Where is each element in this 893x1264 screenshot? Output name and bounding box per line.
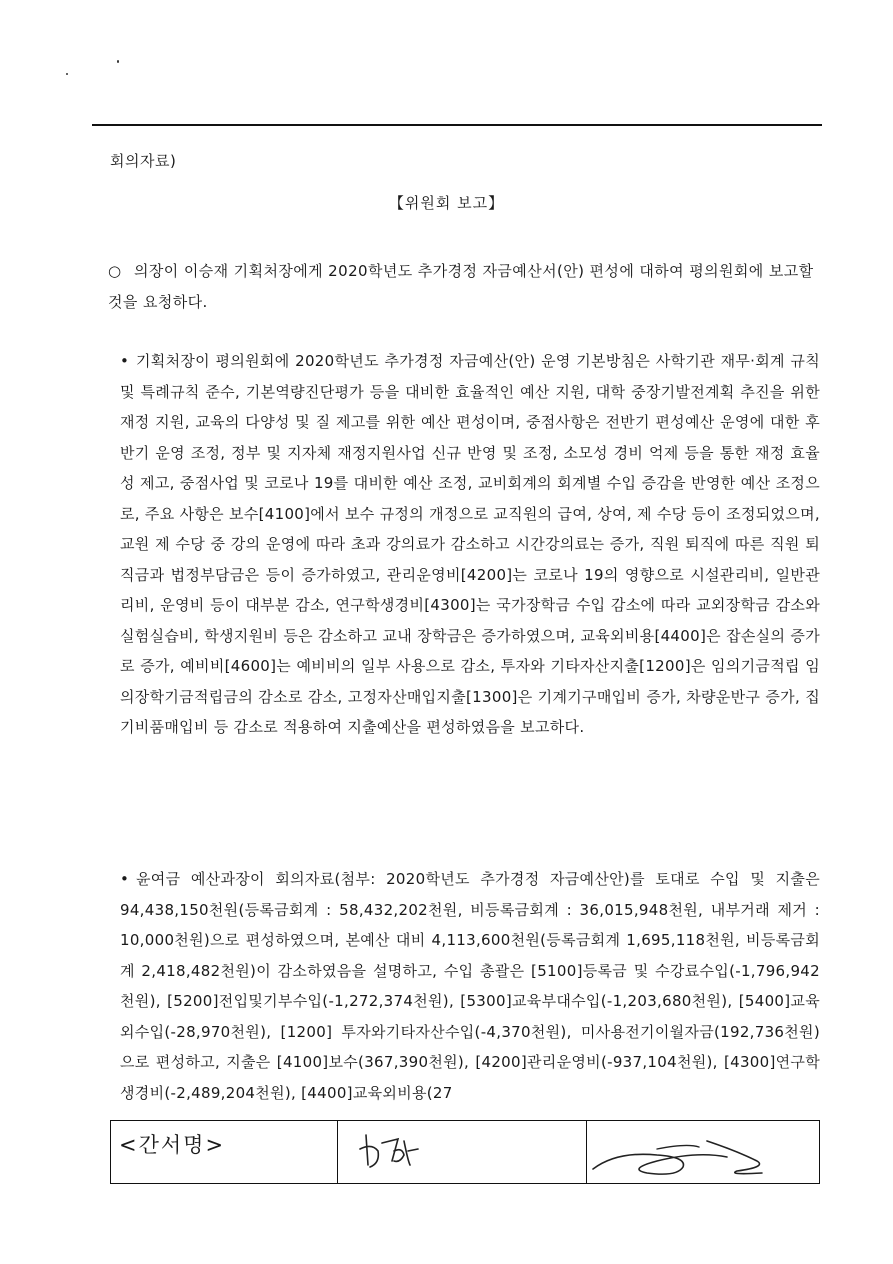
handwritten-signature-1	[338, 1121, 586, 1183]
budget-explanation-text: 윤여금 예산과장이 회의자료(첨부: 2020학년도 추가경정 자금예산안)를 토대로 수입 및 지출은 94,438,150천원(등록금회계 : 58,432,202천원, 비등록금회계 : 36,015,948천원, 내부거래 제거 : 10,000천원)으로 편성하였으며, 본예산 대비 4,113,600천원(등록금회계 1,695,118천원, 비등록금회계 2,418,482천원)이 감소하였음을 설명하고, 수입 총괄은 [5100]등록금 및 수강료수입(-1,796,942천원), [5200]전입및기부수입(-1,272,374천원), [5300]교육부대수입(-1,203,680천원), [5400]교육외수입(-28,970천원), [1200] 투자와기타자산수입(-4,370천원), 미사용전기이월자금(192,736천원)으로 편성하고, 지출은 [4100]보수(367,390천원), [4200]관리운영비(-937,104천원), [4300]연구학생경비(-2,489,204천원), [4400]교육외비용(27	[120, 870, 821, 1102]
signature-cell-2	[587, 1121, 819, 1183]
handwritten-signature-2	[587, 1121, 819, 1183]
section-heading: 【위원회 보고】	[388, 194, 505, 212]
header-note: 회의자료)	[110, 152, 177, 170]
bullet-marker: •	[120, 870, 130, 888]
signature-cell-1	[338, 1121, 587, 1183]
report-paragraph-text: 기획처장이 평의원회에 2020학년도 추가경정 자금예산(안) 운영 기본방침은 사학기관 재무·회계 규칙 및 특례규칙 준수, 기본역량진단평가 등을 대비한 효율적인 예산 지원, 대학 중장기발전계획 추진을 위한 재정 지원, 교육의 다양성 및 질 제고를 위한 예산 편성이며, 중점사항은 전반기 편성예산 운영에 대한 후반기 운영 조정, 정부 및 지자체 재정지원사업 신규 반영 및 조정, 소모성 경비 억제 등을 통한 재정 효율성 제고, 중점사업 및 코로나 19를 대비한 예산 조정, 교비회계의 회계별 수입 증감을 반영한 예산 조정으로, 주요 사항은 보수[4100]에서 보수 규정의 개정으로 교직원의 급여, 상여, 제 수당 등이 조정되었으며, 교원 제 수당 중 강의 운영에 따라 초과 강의료가 감소하고 시간강의료는 증가, 직원 퇴직에 따른 직원 퇴직금과 법정부담금은 등이 증가하였고, 관리운영비[4200]는 코로나 19의 영향으로 시설관리비, 일반관리비, 운영비 등이 대부분 감소, 연구학생경비[4300]는 국가장학금 수입 감소에 따라 교외장학금 감소와 실험실습비, 학생지원비 등은 감소하고 교내 장학금은 증가하였으며, 교육외비용[4400]은 잡손실의 증가로 증가, 예비비[4600]는 예비비의 일부 사용으로 감소, 투자와 기타자산지출[1200]은 임의기금적립 임의장학기금적립금의 감소로 감소, 고정자산매입지출[1300]은 기계기구매입비 증가, 차량운반구 증가, 집기비품매입비 등 감소로 적용하여 지출예산을 편성하였음을 보고하다.	[120, 352, 820, 736]
header-rule	[92, 124, 822, 126]
bullet-marker: •	[120, 352, 130, 370]
signature-table	[110, 1120, 820, 1184]
scan-speck	[117, 60, 119, 63]
budget-explanation-paragraph	[120, 864, 820, 1108]
agenda-item	[108, 256, 828, 318]
circle-marker: ○	[108, 262, 122, 280]
agenda-item-text: 의장이 이승재 기획처장에게 2020학년도 추가경정 자금예산서(안) 편성에 대하여 평의원회에 보고할 것을 요청하다.	[108, 262, 814, 311]
report-paragraph	[120, 346, 820, 743]
scan-speck	[66, 73, 68, 75]
signature-label: <간서명>	[119, 1133, 226, 1157]
signature-label-cell	[111, 1121, 338, 1183]
